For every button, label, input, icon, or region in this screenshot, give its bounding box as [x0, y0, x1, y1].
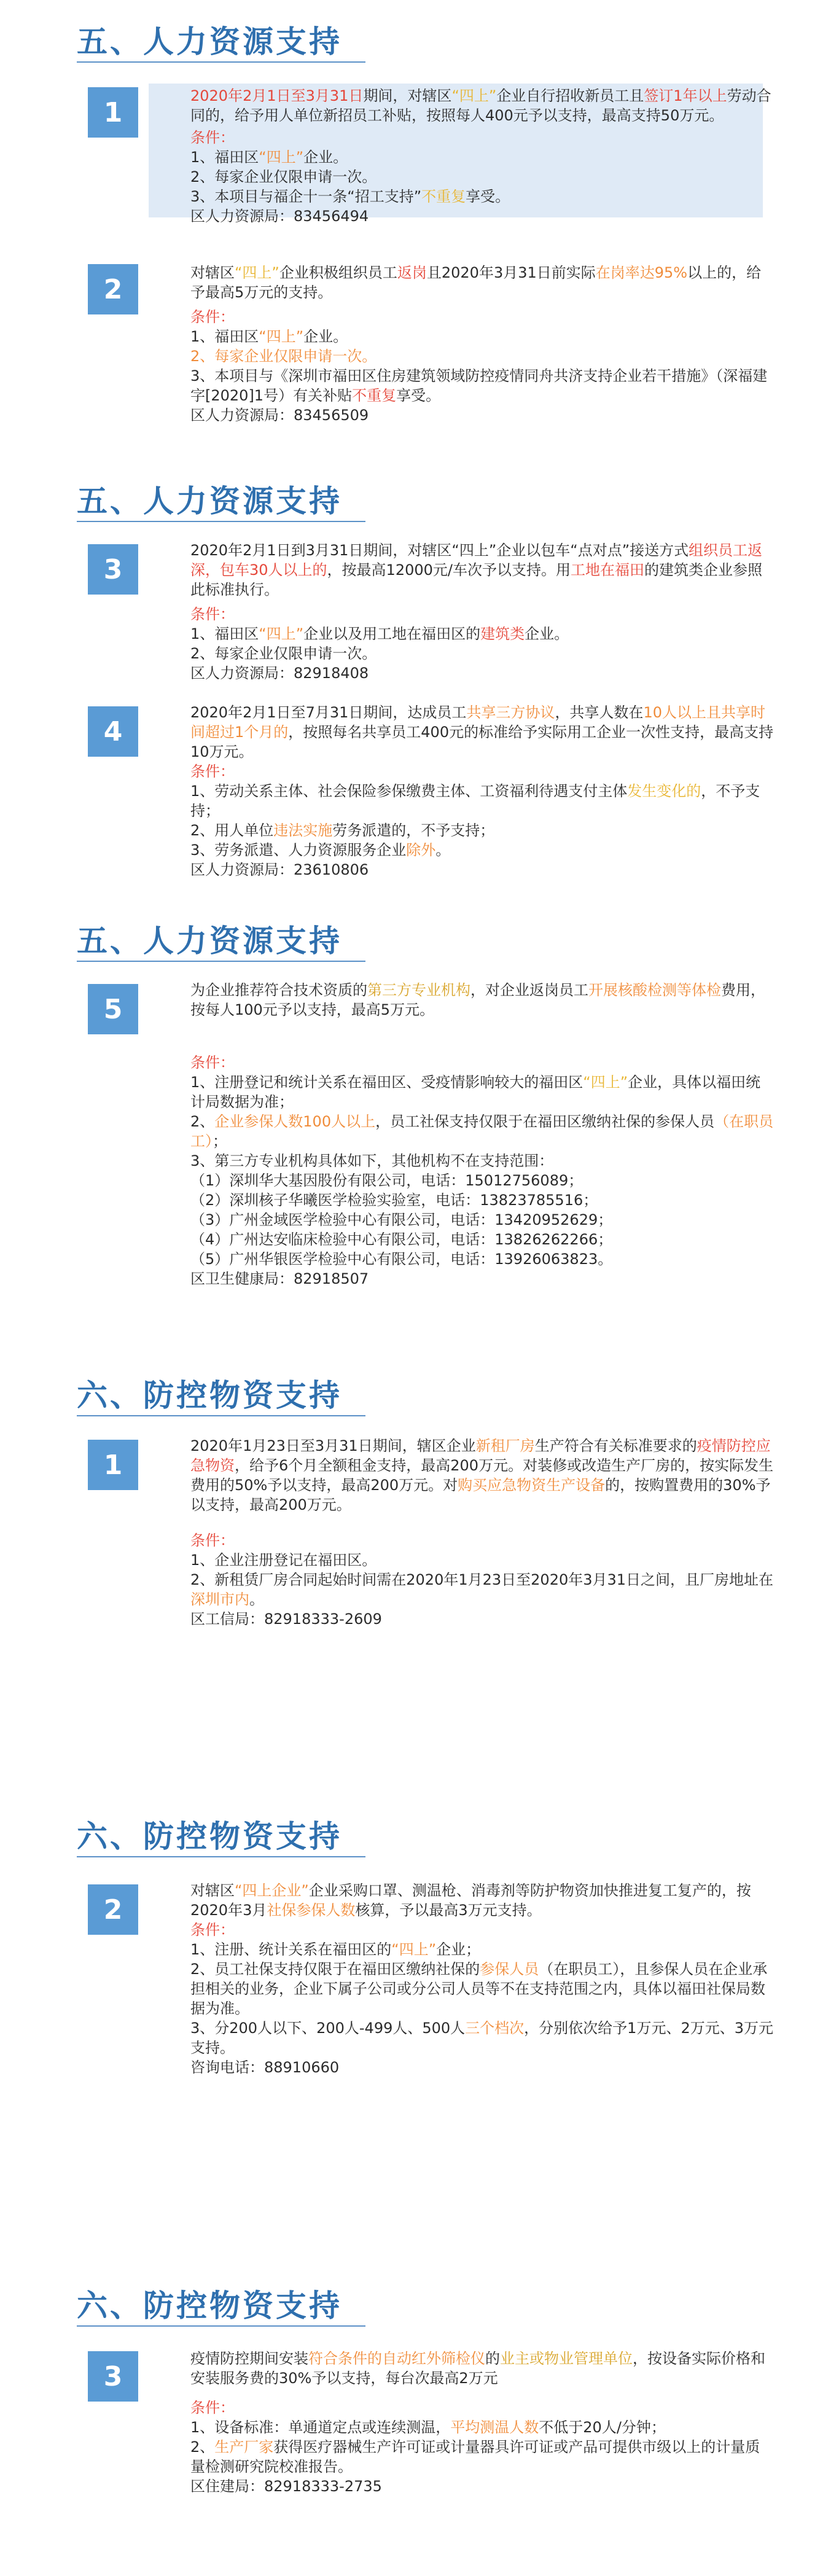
condition-item: 3、第三方专业机构具体如下，其他机构不在支持范围：	[190, 1152, 554, 1169]
contact-line: 区卫生健康局：82918507	[190, 1270, 369, 1287]
hr-item-5	[190, 980, 774, 1289]
item-description: 为企业推荐符合技术资质的第三方专业机构，对企业返岗员工开展核酸检测等体检费用，按每人100元予以支持，最高5万元。	[190, 982, 765, 1018]
item-number-badge: 4	[88, 706, 138, 757]
condition-item: 1、注册、统计关系在福田区的“四上”企业；	[190, 1941, 481, 1958]
item-number-badge: 3	[88, 544, 138, 595]
hr-item-3	[190, 541, 774, 683]
item-description: 2020年2月1日到3月31日期间，对辖区“四上”企业以包车“点对点”接送方式组织员工返深，包车30人以上的，按最高12000元/车次予以支持。用工地在福田的建筑类企业参照此标准执行。	[190, 542, 763, 598]
condition-item: 1、设备标准：单通道定点或连续测温，平均测温人数不低于20人/分钟；	[190, 2419, 666, 2436]
condition-item: 1、福田区“四上”企业。	[190, 149, 348, 166]
condition-item: 2、每家企业仅限申请一次。	[190, 348, 377, 365]
conditions-label: 条件：	[190, 1921, 235, 1938]
section-divider	[77, 521, 365, 522]
hr-item-2	[190, 263, 774, 425]
condition-item: 3、分200人以下、200人-499人、500人三个档次，分别依次给予1万元、2万元、3万元支持。	[190, 2020, 773, 2056]
condition-item: 2、用人单位违法实施劳务派遣的，不予支持；	[190, 822, 495, 839]
section-title: 五、人力资源支持	[77, 24, 342, 60]
item-description: 疫情防控期间安装符合条件的自动红外筛检仪的业主或物业管理单位，按设备实际价格和安装服务费的30%予以支持，每台次最高2万元	[190, 2350, 765, 2387]
condition-item: 2、每家企业仅限申请一次。	[190, 168, 377, 185]
condition-item: 3、本项目与福企十一条“招工支持”不重复享受。	[190, 188, 510, 205]
contact-line: 区工信局：82918333-2609	[190, 1610, 382, 1628]
contact-line: 区人力资源局：83456494	[190, 208, 369, 225]
conditions-label: 条件：	[190, 2399, 235, 2416]
conditions-label: 条件：	[190, 1054, 235, 1071]
item-description: 2020年2月1日至7月31日期间，达成员工共享三方协议，共享人数在10人以上且共享时间超过1个月的，按照每名共享员工400元的标准给予实际用工企业一次性支持，最高支持10万元。	[190, 704, 774, 760]
item-description: 2020年1月23日至3月31日期间，辖区企业新租厂房生产符合有关标准要求的疫情防控应急物资，给予6个月全额租金支持，最高200万元。对装修或改造生产厂房的，按实际发生费用的50%予以支持，最高200万元。对购买应急物资生产设备的，按购置费用的30%予以支持，最高200万元。	[190, 1437, 774, 1513]
contact-line: 区住建局：82918333-2735	[190, 2478, 382, 2495]
condition-item: 1、企业注册登记在福田区。	[190, 1551, 377, 1569]
hr-item-1	[190, 86, 774, 226]
section-divider	[77, 2325, 365, 2327]
list-item: （3）广州金域医学检验中心有限公司，电话：13420952629；	[190, 1211, 613, 1228]
condition-item: 1、福田区“四上”企业。	[190, 328, 348, 345]
item-description: 对辖区“四上”企业积极组织员工返岗且2020年3月31日前实际在岗率达95%以上的，给予最高5万元的支持。	[190, 264, 762, 301]
supplies-item-2	[190, 1881, 774, 2077]
section-divider	[77, 1415, 365, 1416]
section-title: 六、防控物资支持	[77, 1378, 342, 1413]
item-number-badge: 5	[88, 984, 138, 1034]
condition-item: 2、生产厂家获得医疗器械生产许可证或计量器具许可证或产品可提供市级以上的计量质量检测研究院校准报告。	[190, 2438, 760, 2475]
contact-line: 区人力资源局：23610806	[190, 861, 369, 878]
list-item: （4）广州达安临床检验中心有限公司，电话：13826262266；	[190, 1231, 613, 1248]
item-description: 2020年2月1日至3月31日期间，对辖区“四上”企业自行招收新员工且签订1年以上劳动合同的，给予用人单位新招员工补贴，按照每人400元予以支持，最高支持50万元。	[190, 87, 771, 124]
condition-item: 3、本项目与《深圳市福田区住房建筑领域防控疫情同舟共济支持企业若干措施》（深福建字[2020]1号）有关补贴不重复享受。	[190, 367, 768, 404]
conditions-label: 条件：	[190, 1532, 235, 1549]
supplies-item-1	[190, 1436, 774, 1629]
contact-line: 区人力资源局：83456509	[190, 407, 369, 424]
item-number-badge: 3	[88, 2351, 138, 2402]
list-item: （1）深圳华大基因股份有限公司，电话：15012756089；	[190, 1172, 583, 1189]
condition-item: 2、新租赁厂房合同起始时间需在2020年1月23日至2020年3月31日之间，且厂房地址在深圳市内。	[190, 1571, 774, 1608]
hr-item-4	[190, 703, 774, 880]
conditions-label: 条件：	[190, 763, 235, 780]
section-divider	[77, 961, 365, 962]
section-divider	[77, 61, 365, 63]
conditions-label: 条件：	[190, 308, 235, 326]
item-number-badge: 1	[88, 87, 138, 138]
section-title: 六、防控物资支持	[77, 2288, 342, 2324]
list-item: （2）深圳核子华曦医学检验实验室，电话：13823785516；	[190, 1192, 598, 1209]
conditions-label: 条件：	[190, 606, 235, 623]
item-number-badge: 1	[88, 1440, 138, 1490]
condition-item: 1、福田区“四上”企业以及用工地在福田区的建筑类企业。	[190, 625, 569, 642]
section-title: 五、人力资源支持	[77, 923, 342, 959]
conditions-label: 条件：	[190, 129, 235, 146]
list-item: （5）广州华银医学检验中心有限公司，电话：13926063823。	[190, 1251, 613, 1268]
section-title: 六、防控物资支持	[77, 1819, 342, 1854]
section-title: 五、人力资源支持	[77, 483, 342, 519]
item-number-badge: 2	[88, 1884, 138, 1935]
supplies-item-3	[190, 2349, 774, 2496]
condition-item: 2、企业参保人数100人以上，员工社保支持仅限于在福田区缴纳社保的参保人员（在职员工）；	[190, 1113, 774, 1150]
item-number-badge: 2	[88, 264, 138, 314]
condition-item: 2、每家企业仅限申请一次。	[190, 645, 377, 662]
section-divider	[77, 1856, 365, 1857]
contact-line: 区人力资源局：82918408	[190, 665, 369, 682]
condition-item: 1、劳动关系主体、社会保险参保缴费主体、工资福利待遇支付主体发生变化的，不予支持；	[190, 783, 760, 819]
condition-item: 3、劳务派遣、人力资源服务企业除外。	[190, 841, 451, 859]
contact-line: 咨询电话：88910660	[190, 2059, 340, 2076]
condition-item: 1、注册登记和统计关系在福田区、受疫情影响较大的福田区“四上”企业，具体以福田统计局数据为准；	[190, 1074, 761, 1110]
condition-item: 2、员工社保支持仅限于在福田区缴纳社保的参保人员（在职员工），且参保人员在企业承担相关的业务，企业下属子公司或分公司人员等不在支持范围之内，具体以福田社保局数据为准。	[190, 1961, 768, 2017]
item-description: 对辖区“四上企业”企业采购口罩、测温枪、消毒剂等防护物资加快推进复工复产的，按2020年3月社保参保人数核算，予以最高3万元支持。	[190, 1882, 751, 1919]
